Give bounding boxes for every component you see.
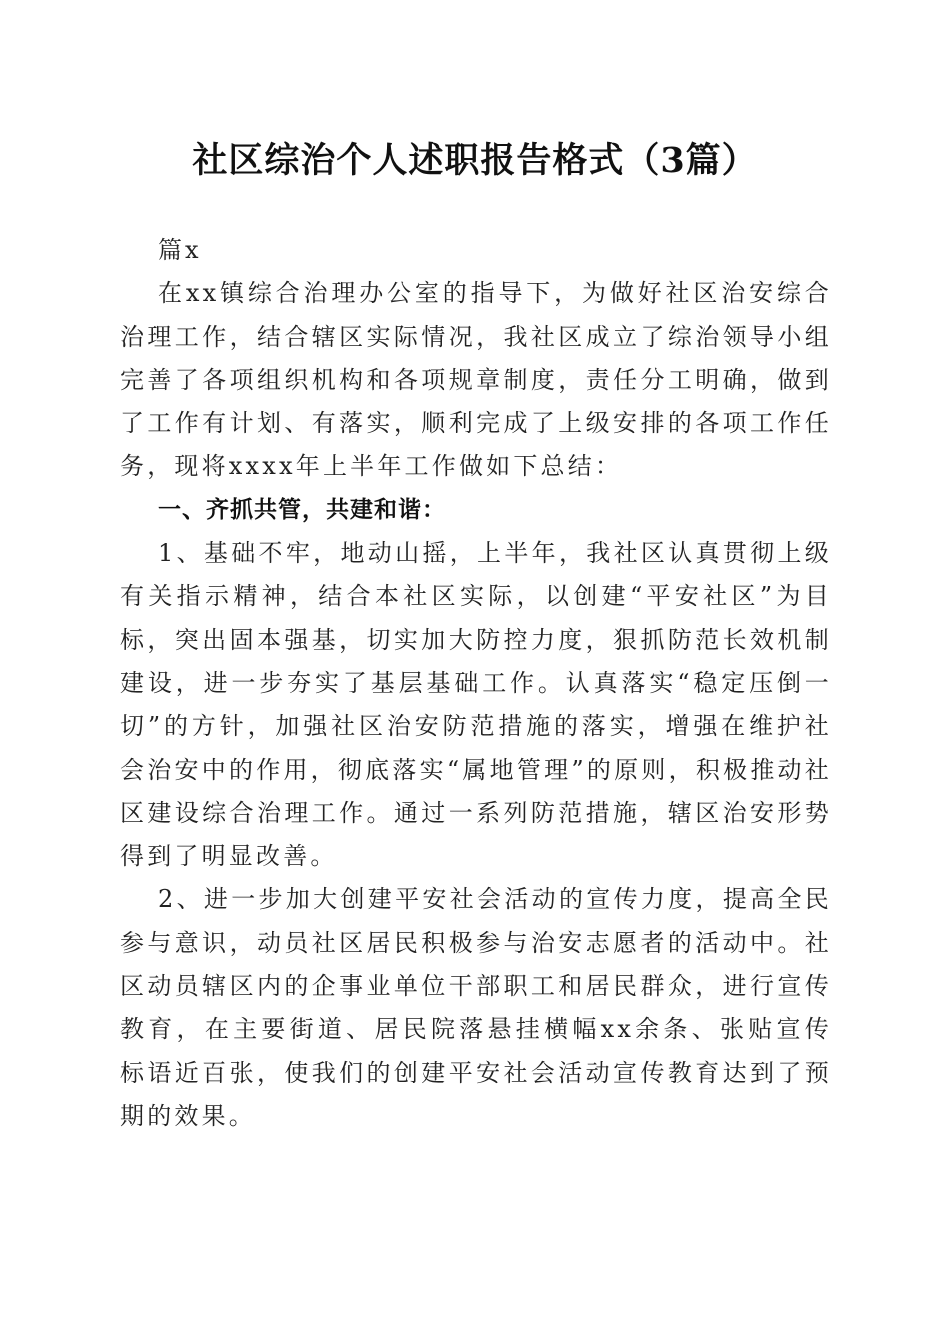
item-paragraph-1: 1、基础不牢，地动山摇，上半年，我社区认真贯彻上级有关指示精神，结合本社区实际，以创建“平安社区”为目标，突出固本强基，切实加大防控力度，狠抓防范长效机制建设，进一步夯实了基层基础工作。认真落实“稳定压倒一切”的方针，加强社区治安防范措施的落实，增强在维护社会治安中的作用，彻底落实“属地管理”的原则，积极推动社区建设综合治理工作。通过一系列防范措施，辖区治安形势得到了明显改善。 bbox=[120, 539, 832, 871]
intro-paragraph: 在xx镇综合治理办公室的指导下，为做好社区治安综合治理工作，结合辖区实际情况，我社区成立了综治领导小组完善了各项组织机构和各项规章制度，责任分工明确，做到了工作有计划、有落实，顺利完成了上级安排的各项工作任务，现将xxxx年上半年工作做如下总结： bbox=[120, 279, 832, 481]
document-title: 社区综治个人述职报告格式（3篇） bbox=[192, 140, 758, 181]
item-paragraph-2: 2、进一步加大创建平安社会活动的宣传力度，提高全民参与意识，动员社区居民积极参与治安志愿者的活动中。社区动员辖区内的企事业单位干部职工和居民群众，进行宣传教育，在主要街道、居民院落悬挂横幅xx余条、张贴宣传标语近百张，使我们的创建平安社会活动宣传教育达到了预期的效果。 bbox=[120, 885, 832, 1130]
document-body bbox=[120, 229, 832, 1138]
section-heading-1: 一、齐抓共管，共建和谐： bbox=[158, 496, 446, 523]
section-label: 篇x bbox=[158, 236, 202, 264]
